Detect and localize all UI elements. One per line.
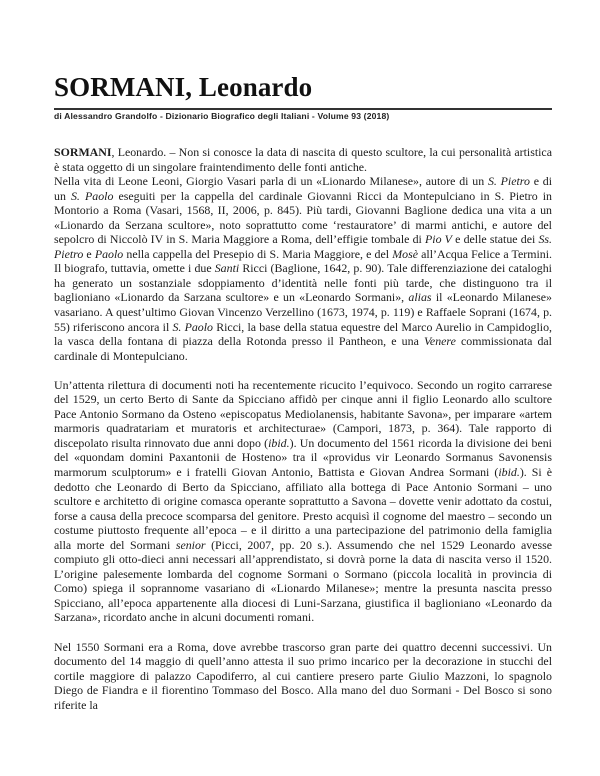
- text-run: e di un: [54, 174, 552, 203]
- italic-text: Santi: [214, 261, 240, 276]
- text-run: Un’attenta rilettura di documenti noti ha recentemente ricucito l’equivoco. Secondo un rogito carrarese del 1529, un certo Berto di Sante da Spicciano affidò per cinque anni il figlio Leonardo allo scultore Pace Antonio Sormano da Osteno «episcopatus Mediolanensis, habitante Savona», per imparare «artem marmoris quadratariam et muratoris et architecturae» (Campori, 1873, p. 364). Tale rapporto di discepolato risulta rinnovato due anni dopo (: [54, 377, 552, 450]
- italic-text: Pio V: [425, 232, 452, 247]
- bold-text: SORMANI: [54, 145, 112, 159]
- text-run: (Picci, 2007, pp. 20 s.). Assumendo che nel 1529 Leonardo avesse compiuto gli otto-dieci anni necessari all’apprendistato, si dovrà porne la data di nascita verso il 1520. L’origine palesemente lombarda del cognome Sormani o Sormano (piccola località in provincia di Como) spiega il soprannome vasariano di «Lionardo Milanese»; mentre la presunta nascita presso Spicciano, all’epoca appartenente alla diocesi di Luni-Sarzana, giustifica il baglioniano «Leonardo da Sarzana», ricordato anche in alcuni documenti romani.: [54, 537, 552, 625]
- text-run: Nella vita di Leone Leoni, Giorgio Vasari parla di un «Lionardo Milanese», autore di un: [54, 174, 488, 189]
- text-run: Ricci (Baglione, 1642, p. 90). Tale differenziazione dei cataloghi ha generato un sostanziale sdoppiamento d’identità nelle fonti più tarde, che distinguono tra il baglioniano «Lionardo da Sarzana scultore» e un «Leonardo Sormani»,: [54, 261, 552, 305]
- title-rule-divider: [54, 108, 552, 110]
- text-run: ). Si è dedotto che Leonardo di Berto da Spicciano, affiliato alla bottega di Pace Antonio Sormani – uno scultore e architetto di origine comasca operante soprattutto a Savona – dovette venir adottato da costui, forse a causa della precoce scomparsa del genitore. Presto acquisì il cognome del maestro – secondo un costume piuttosto frequente all’epoca – e il diritto a una partecipazione del patrimonio della famiglia alla morte del Sormani: [54, 464, 553, 552]
- article-body: [54, 145, 552, 712]
- text-run: nella cappella del Presepio di S. Maria Maggiore, e del: [123, 246, 393, 261]
- paragraph: [54, 145, 552, 174]
- italic-text: Paolo: [94, 246, 124, 261]
- italic-text: S. Paolo: [172, 319, 213, 334]
- text-run: il «Leonardo Milanese» vasariano. A quest’ultimo Giovan Vincenzo Verzellino (1673, 1974, p. 119) e Raffaele Soprani (1674, p. 55) riferiscono ancora il: [54, 290, 552, 334]
- paragraph: [54, 174, 552, 363]
- text-run: e delle statue dei: [451, 232, 539, 247]
- italic-text: ibid.: [498, 464, 520, 479]
- text-run: Ricci, la base della statua equestre del Marco Aurelio in Campidoglio, la vasca della fontana di piazza della Rotonda presso il Pantheon, e una: [54, 319, 552, 349]
- article-byline: di Alessandro Grandolfo - Dizionario Biografico degli Italiani - Volume 93 (2018): [54, 111, 390, 121]
- italic-text: Ss. Pietro: [54, 232, 553, 261]
- italic-text: ibid.: [268, 435, 290, 450]
- text-run: e: [83, 246, 95, 261]
- italic-text: Mosè: [392, 246, 418, 261]
- text-run: , Leonardo. – Non si conosce la data di nascita di questo scultore, la cui personalità artistica è stata oggetto di un singolare fraintendimento delle fonti antiche.: [54, 145, 552, 174]
- italic-text: S. Pietro: [487, 174, 530, 189]
- italic-text: S. Paolo: [70, 188, 114, 203]
- text-run: all’Acqua Felice a Termini. Il biografo, tuttavia, omette i due: [54, 246, 553, 276]
- article-title: SORMANI, Leonardo: [54, 72, 313, 102]
- text-run: eseguiti per la cappella del cardinale Giovanni Ricci da Montepulciano in S. Pietro in Montorio a Roma (Vasari, 1568, II, 2006, p. 845). Più tardi, Giovanni Baglione dedica una vita a un «Lionardo da Serzana scultore», noto soprattutto come ‘restauratore’ di marmi antichi, e autore del sepolcro di Niccolò IV in S. Maria Maggiore a Roma, dell’effigie tombale di: [54, 188, 552, 247]
- italic-text: alias: [408, 290, 432, 305]
- italic-text: Venere: [423, 334, 456, 349]
- paragraph: [54, 378, 552, 625]
- text-run: Nel 1550 Sormani era a Roma, dove avrebbe trascorso gran parte dei quattro decenni successivi. Un documento del 14 maggio di quell’anno attesta il suo primo incarico per la decorazione in stucchi del cortile maggiore di palazzo Capodiferro, al cui cantiere presero parte Giulio Mazzoni, lo spagnolo Diego de Fiandra e il fiorentino Tommaso del Bosco. Alla mano del duo Sormani - Del Bosco si sono riferite la: [54, 639, 552, 712]
- text-run: commissionata dal cardinale di Montepulciano.: [54, 334, 552, 363]
- paragraph: [54, 640, 552, 713]
- text-run: ). Un documento del 1561 ricorda la divisione dei beni del «quondam domini Paxantonii de Hosteno» tra il «providus vir Leonardo Sormanus Savonensis marmorum sculptorum» e i fratelli Giovan Antonio, Battista e Giovan Andrea Sormani (: [54, 435, 552, 479]
- italic-text: senior: [175, 537, 206, 552]
